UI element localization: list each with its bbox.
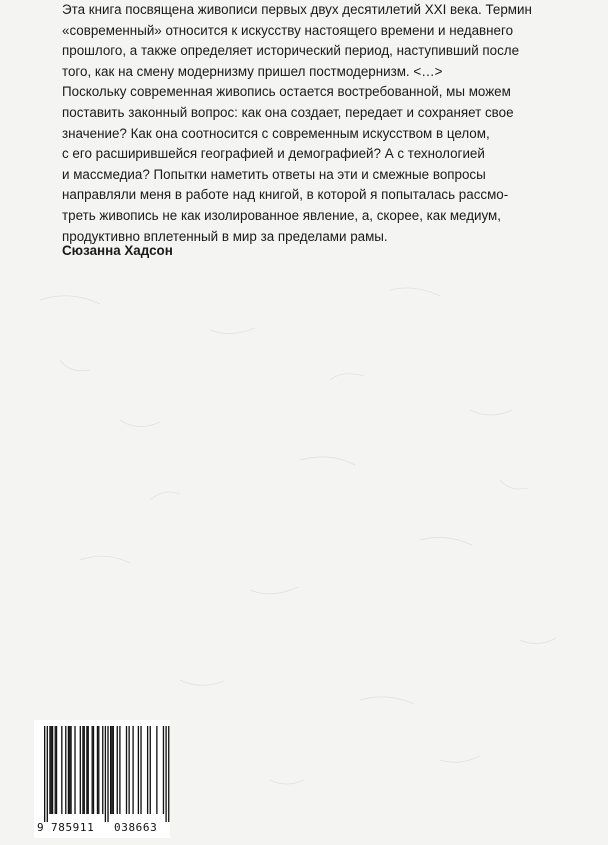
barcode-bar xyxy=(111,726,112,814)
blurb-paragraph-1: Эта книга посвящена живописи первых двух десятилетий XXI века. Термин «современный» относится к искусству настоящего времени и недавнего прошлого, а также определяет исторический период, наступивший после того, как на смену модернизму пришел постмодернизм. <…> xyxy=(62,2,532,79)
barcode-bar xyxy=(132,726,133,814)
isbn-lead-digit: 9 xyxy=(37,821,44,834)
barcode-bar xyxy=(74,726,75,814)
barcode-bar xyxy=(84,726,85,814)
barcode-bar xyxy=(52,726,53,814)
barcode-bar xyxy=(113,726,114,814)
barcode-bar xyxy=(150,726,151,814)
barcode-bar xyxy=(47,726,48,822)
isbn-left-digits: 785911 xyxy=(51,821,95,834)
barcode-bar xyxy=(110,726,111,814)
blurb-text xyxy=(62,0,552,247)
barcode-bar xyxy=(80,726,81,814)
barcode-bar xyxy=(128,726,129,814)
barcode-bar xyxy=(65,726,66,814)
barcode-bar xyxy=(126,726,127,814)
barcode-bar xyxy=(51,726,52,814)
ean13-barcode-icon xyxy=(34,720,170,824)
isbn-digits xyxy=(34,820,170,836)
barcode-bar xyxy=(88,726,89,814)
barcode-bar xyxy=(107,726,108,822)
barcode-bar xyxy=(117,726,118,814)
barcode-bar xyxy=(147,726,148,814)
barcode-bar xyxy=(156,726,157,814)
barcode-bar xyxy=(56,726,57,814)
barcode-bar xyxy=(165,726,166,822)
barcode-bar xyxy=(69,726,70,814)
barcode-bar xyxy=(55,726,56,814)
barcode-bar xyxy=(86,726,87,814)
barcode-bar xyxy=(82,726,83,814)
barcode-bar xyxy=(70,726,71,814)
barcode-bar xyxy=(163,726,164,814)
barcode-bar xyxy=(92,726,93,814)
barcode-bar xyxy=(138,726,139,814)
barcode-bar xyxy=(105,726,106,822)
barcode-bar xyxy=(102,726,103,814)
barcode-bar xyxy=(49,726,50,814)
author-name: Сюзанна Хадсон xyxy=(62,243,173,258)
barcode-bar xyxy=(68,726,69,814)
barcode-bar xyxy=(140,726,141,814)
barcode-bar xyxy=(61,726,62,814)
barcode xyxy=(34,720,170,838)
barcode-bar xyxy=(98,726,99,814)
barcode-bar xyxy=(119,726,120,814)
barcode-bar xyxy=(44,726,45,822)
blurb-paragraph-2: Поскольку современная живопись остается востребованной, мы можем поставить законный вопрос: как она создает, передает и сохраняет свое значение? Как она соотносится с современным искусством в целом, с его расширившейся географией и демографией? А с технологией и массмедиа? Попытки наметить ответы на эти и смежные вопросы направляли меня в работе над книгой, в которой я попыталась рассмо- треть живопись не как изолированное явление, а, скорее, как медиум, продуктивно вплетенный в мир за пределами рамы. xyxy=(62,84,514,244)
barcode-bar xyxy=(93,726,94,814)
barcode-bar xyxy=(97,726,98,814)
isbn-right-digits: 038663 xyxy=(114,821,158,834)
barcode-bar xyxy=(168,726,169,822)
